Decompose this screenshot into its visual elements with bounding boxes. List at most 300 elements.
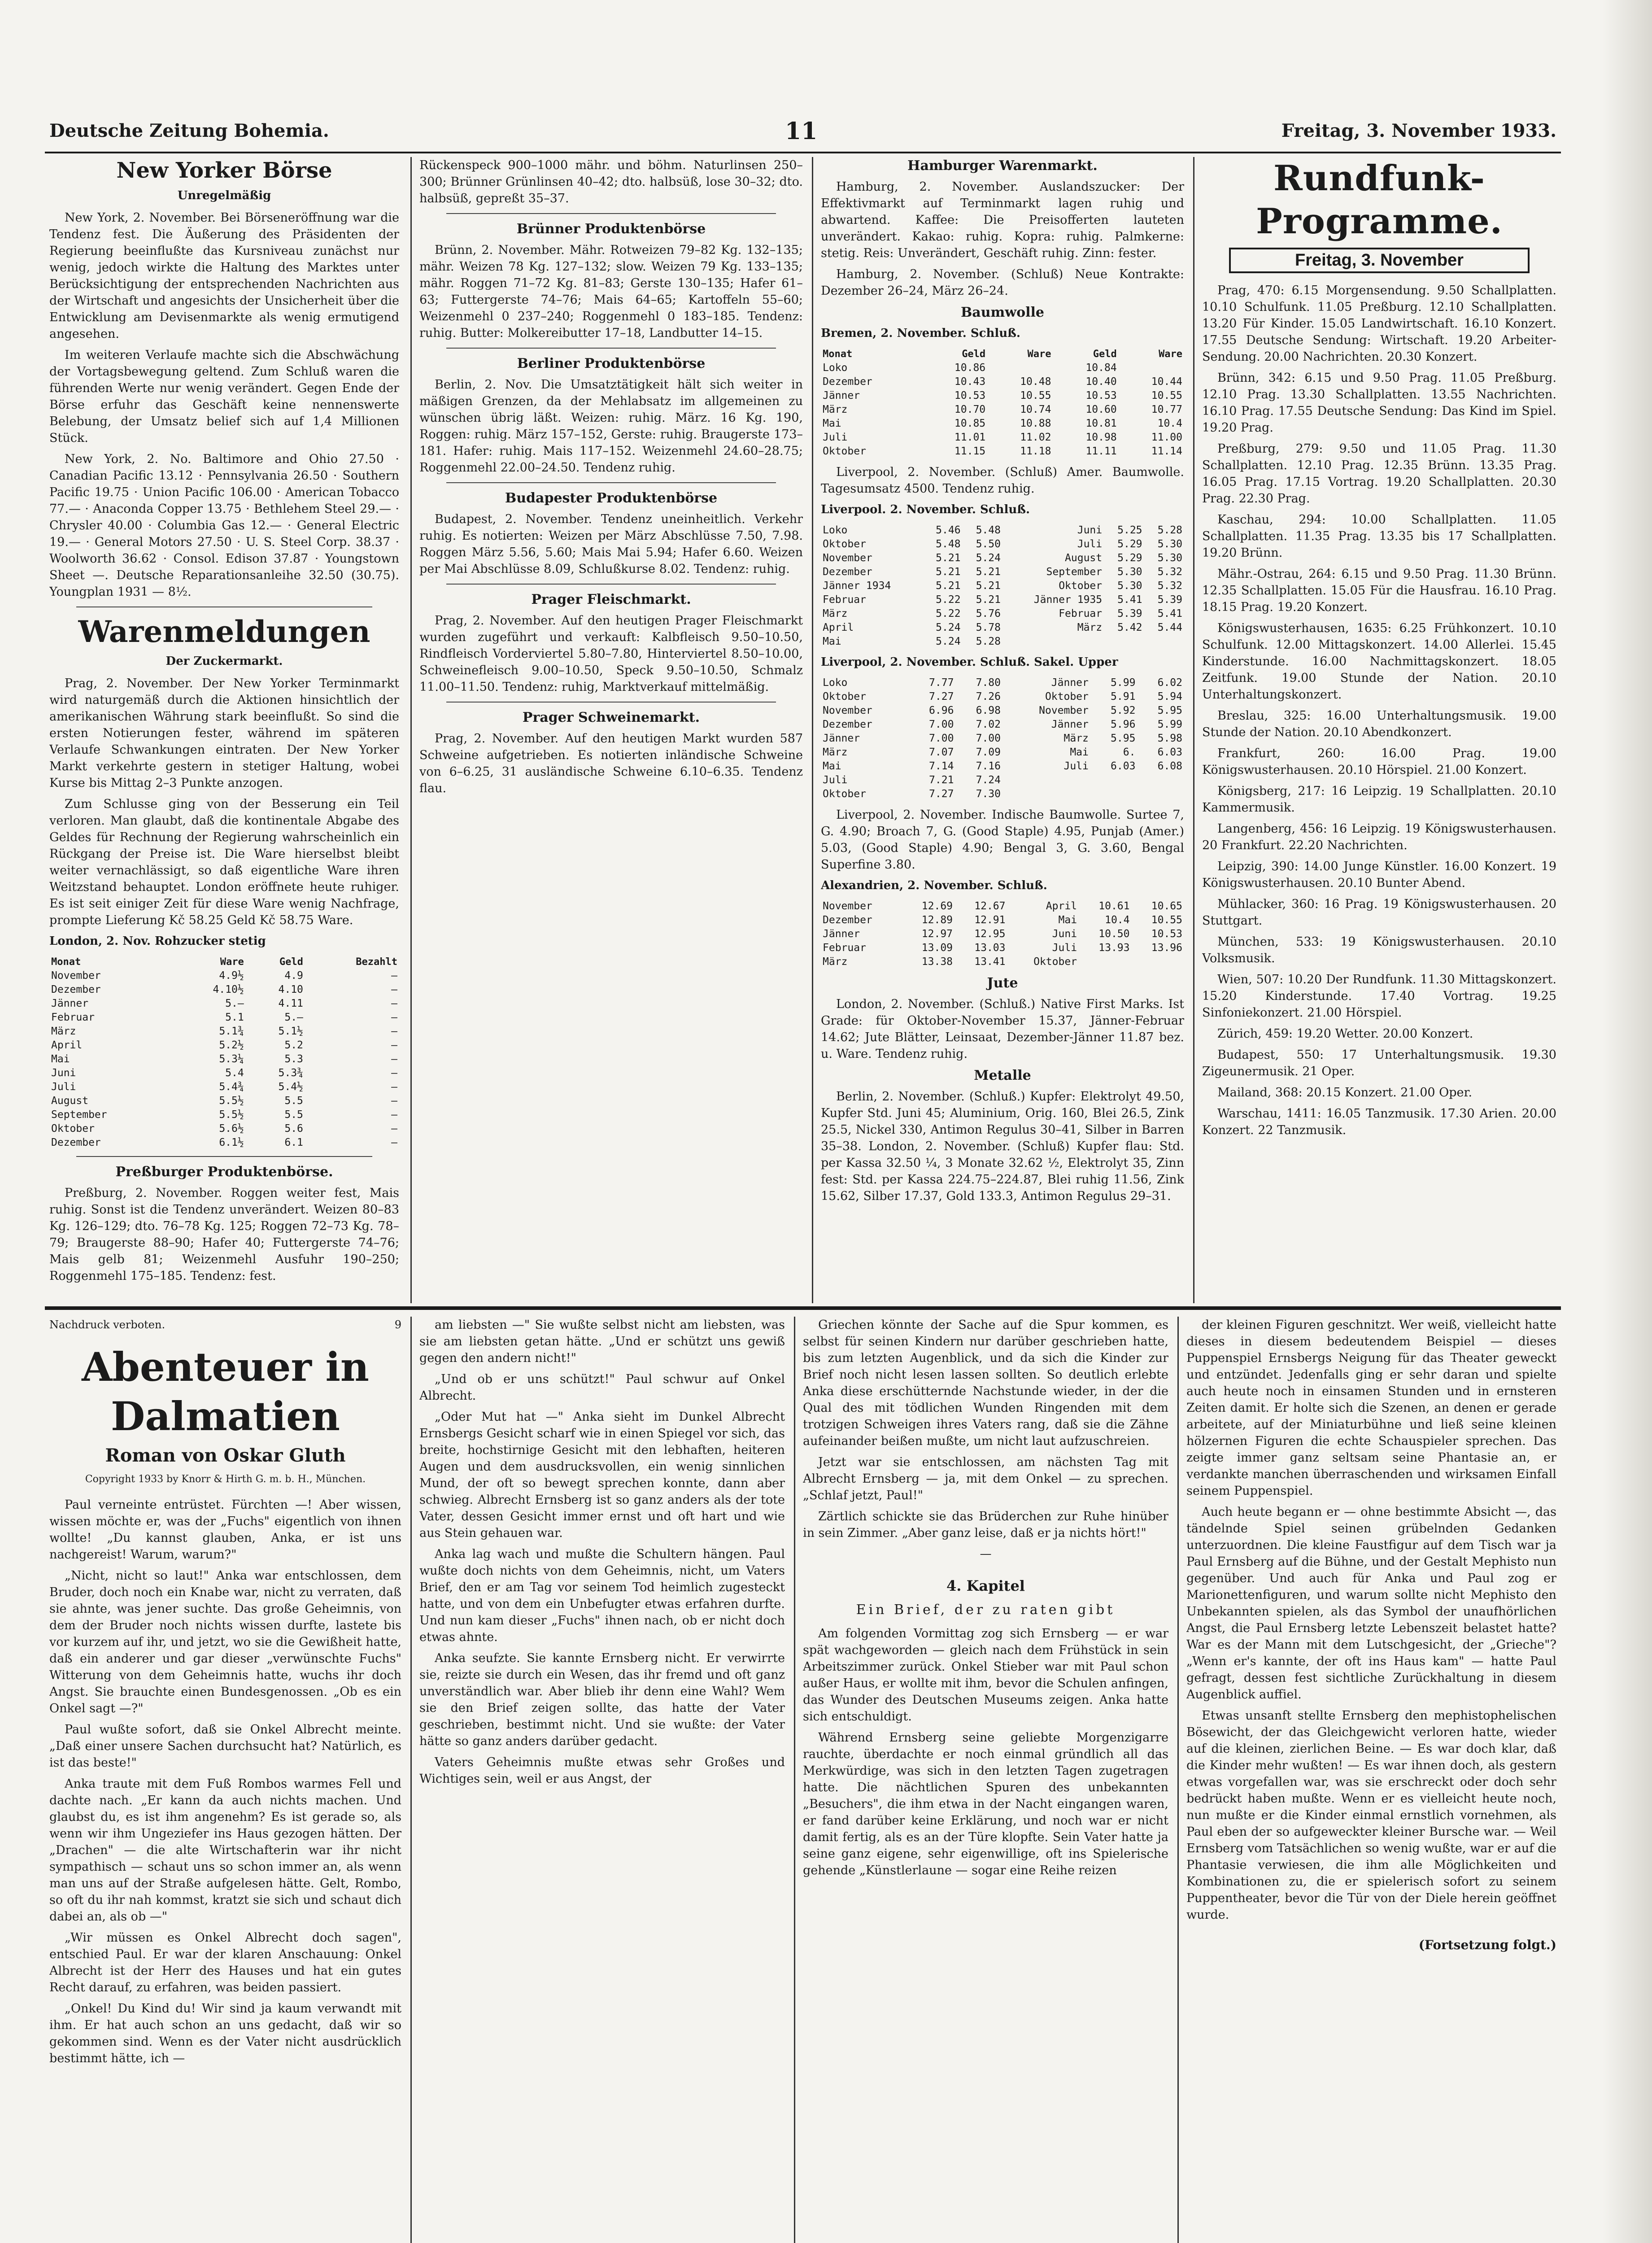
metalle-text: Berlin, 2. November. (Schluß.) Kupfer: Elektrolyt 49.50, Kupfer Std. Juni 45; Aluminium, Orig. 160, Blei 26.5, Zink 25.5, Nickel 330, Antimon Regulus 30–41, Silber in Barren 35–38. London, 2. November. (Schluß) Kupfer flau: Std. per Kassa 32.50 ¼, 3 Monate 32.62 ½, Elektrolyt 35, Zinn fest: Std. per Kassa 224.75–224.87, Blei ruhig 11.56, Zink 15.62, Silber 17.37, Gold 133.3, Antimon Regulus 29–31. bbox=[821, 1090, 1184, 1203]
zucker-paragraph: Zum Schlusse ging von der Besserung ein Teil verloren. Man glaubt, daß die kontinentale Abgabe des Geldes für Rechnung der Regierung wahrscheinlich ein Rückgang der Preise ist. Die Ware hierselbst bleibt weiter vernachlässigt, so daß eigentliche Ware ihren Weitzstand behauptet. London eröffnete heute ruhiger. Es ist seit einiger Zeit für diese Ware wenig Nachfrage, prompte Lieferung Kč 58.25 Geld Kč 58.75 Ware. bbox=[49, 797, 399, 927]
boerse-title: New Yorker Börse bbox=[116, 158, 332, 183]
section-divider bbox=[446, 702, 776, 703]
table-cell: 7.00 bbox=[929, 733, 954, 744]
table-cell: 10.85 bbox=[954, 418, 986, 429]
table-cell: August bbox=[51, 1095, 89, 1107]
table-cell: 10.44 bbox=[1151, 376, 1182, 388]
table-cell: 7.00 bbox=[976, 733, 1001, 744]
table-cell: 7.77 bbox=[929, 677, 954, 689]
table-cell: Loko bbox=[823, 362, 848, 374]
table-cell: März bbox=[823, 608, 848, 620]
liverpool2-row bbox=[821, 704, 1184, 718]
table-cell: 7.14 bbox=[929, 760, 954, 772]
table-cell: 7.00 bbox=[929, 719, 954, 730]
roman-paragraph: am liebsten —" Sie wußte selbst nicht am liebsten, was sie am liebsten getan hätte. „Und er schützt uns gewiß gegen den andern nicht!" bbox=[419, 1318, 785, 1365]
table-cell: 5.29 bbox=[1117, 552, 1142, 564]
table-cell: 5.98 bbox=[1157, 733, 1182, 744]
page-number: 11 bbox=[785, 118, 818, 145]
table-cell bbox=[1104, 635, 1144, 649]
roman-paragraph: „Onkel! Du Kind du! Wir sind ja kaum verwandt mit ihm. Er hat auch schon an uns gedacht, daß wir so gekommen sind. Wenn es der Vater nicht ausdrücklich bestimmt hätte, ich — bbox=[49, 2002, 401, 2065]
london-row bbox=[49, 1080, 399, 1094]
roman-paragraph: „Oder Mut hat —" Anka sieht im Dunkel Albrecht Ernsbergs Gesicht scharf wie in einen Spiegel vor sich, das breite, hochstirnige Gesicht mit den lebhaften, heiteren Augen und dem ausdrucksvollen, ein wenig sinnlichen Mund, der oft so bewegt sprechen konnte, dann aber schwieg. Albrecht Ernsberg ist so ganz anders als der tote Vater, dessen Gesicht immer ernst und oft hart und wie aus Stein gehauen war. bbox=[419, 1410, 785, 1540]
table-cell: 5.22 bbox=[936, 594, 961, 606]
table-cell: März bbox=[823, 404, 848, 415]
column-boerse bbox=[49, 157, 399, 1299]
rundfunk-entry: Königsberg, 217: 16 Leipzig. 19 Schallplatten. 20.10 Kammermusik. bbox=[1202, 784, 1556, 815]
rundfunk-entry: Prag, 470: 6.15 Morgensendung. 9.50 Schallplatten. 10.10 Schulfunk. 11.05 Preßburg. 12.10 Schallplatten. 13.20 Für Kinder. 15.05 Landwirtschaft. 16.10 Konzert. 17.55 Deutsche Sendung: Wirtschaft. 19.20 Arbeiter-Sendung. 20.00 Nachrichten. 20.30 Konzert. bbox=[1202, 284, 1556, 364]
table-cell: Juli bbox=[823, 432, 848, 443]
liverpool-caption: Liverpool. 2. November. Schluß. bbox=[821, 503, 1030, 516]
table-cell: 7.24 bbox=[976, 774, 1001, 786]
table-cell: 13.93 bbox=[1098, 942, 1130, 954]
table-cell: November bbox=[823, 900, 872, 912]
table-cell: 4.9 bbox=[284, 970, 303, 982]
table-cell: Loko bbox=[823, 524, 848, 536]
table-cell: 5.44 bbox=[1157, 622, 1182, 633]
table-cell: 5.1¾ bbox=[219, 1025, 244, 1037]
table-cell bbox=[1003, 787, 1090, 801]
table-cell: 5.25 bbox=[1117, 524, 1142, 536]
rundfunk-entry: Zürich, 459: 19.20 Wetter. 20.00 Konzert. bbox=[1217, 1027, 1473, 1041]
rundfunk-entry: Budapest, 550: 17 Unterhaltungsmusik. 19.30 Zigeunermusik. 21 Oper. bbox=[1202, 1048, 1556, 1078]
feuilleton-rule bbox=[45, 1306, 1561, 1310]
rundfunk-entry: Preßburg, 279: 9.50 und 11.05 Prag. 11.30 Schallplatten. 12.10 Prag. 12.35 Brünn. 13.35 Prag. 16.05 Prag. 17.15 Vortrag. 19.20 Schallplatten. 20.30 Prag. 22.30 Prag. bbox=[1202, 442, 1556, 506]
table-cell: 10.43 bbox=[954, 376, 986, 388]
table-header: Geld bbox=[279, 956, 303, 968]
table-cell: 5.3¾ bbox=[278, 1067, 303, 1079]
table-cell: 5.4¾ bbox=[219, 1081, 244, 1093]
zuckermarkt-subtitle: Der Zuckermarkt. bbox=[166, 655, 283, 668]
bruenn-title: Brünner Produktenbörse bbox=[516, 221, 706, 237]
liverpool-row bbox=[821, 579, 1184, 593]
rundfunk-title: Rundfunk-Programme. bbox=[1256, 158, 1503, 242]
table-cell: 13.03 bbox=[974, 942, 1006, 954]
table-cell: März bbox=[1077, 622, 1103, 633]
alexandrien-caption: Alexandrien, 2. November. Schluß. bbox=[821, 879, 1047, 892]
table-cell: 10.86 bbox=[954, 362, 986, 374]
table-cell: Mai bbox=[823, 418, 841, 429]
rundfunk-date-box: Freitag, 3. November bbox=[1229, 248, 1530, 273]
table-cell: 4.10½ bbox=[213, 984, 244, 995]
roman-paragraph: Anka lag wach und mußte die Schultern hängen. Paul wußte doch nichts von dem Geheimnis, nicht, um Vaters Brief, den er am Tag vor seinem Tod heimlich zugesteckt hatte, und von dem ein Unbefugter etwas erfahren durfte. Und nun kam dieser „Fuchs" ihnen nach, ob er nicht doch etwas ahnte. bbox=[419, 1547, 785, 1644]
table-cell: Juni bbox=[1077, 524, 1103, 536]
liverpool-row bbox=[821, 565, 1184, 579]
table-cell: 4.11 bbox=[278, 998, 303, 1009]
table-cell: 6.03 bbox=[1111, 760, 1136, 772]
table-cell: 6. bbox=[1123, 746, 1136, 758]
bremen-row bbox=[821, 431, 1184, 445]
hamburger-title: Hamburger Warenmarkt. bbox=[907, 158, 1098, 174]
table-cell: 10.74 bbox=[1020, 404, 1051, 415]
table-cell: November bbox=[823, 552, 872, 564]
table-cell: 5.28 bbox=[1157, 524, 1182, 536]
prager-schwein-text: Prag, 2. November. Auf den heutigen Markt wurden 587 Schweine aufgetrieben. Es notierten inländische Schweine von 6–6.25, 31 ausländische Schweine 6.10–6.35. Tendenz flau. bbox=[419, 732, 803, 795]
table-cell: Oktober bbox=[823, 788, 866, 800]
column-rule bbox=[410, 1317, 412, 2243]
section-divider bbox=[446, 348, 776, 349]
table-cell: 10.77 bbox=[1151, 404, 1182, 415]
table-header: Ware bbox=[1159, 349, 1182, 360]
table-cell: Februar bbox=[1059, 608, 1103, 620]
alexandrien-row bbox=[821, 927, 1184, 941]
table-cell: 5.5½ bbox=[219, 1095, 244, 1107]
roman-paragraph: Griechen könnte der Sache auf die Spur kommen, es selbst für seinen Kindern nur darüber geschrieben hatte, bis zum letzten Augenblick, und da sich die Kinder zur Brief noch nicht lesen lassen sollten. So deutlich erlebte Anka diese erschütternde Nachstunde wieder, in der die Qual des mit tödlichen Wunden Ringenden mit dem trotzigen Schweigen ihres Vaters rang, daß sie die Zähne aufeinander beißen mußte, um nicht laut aufzuschreien. bbox=[803, 1318, 1168, 1448]
table-cell: 13.41 bbox=[974, 956, 1006, 968]
table-cell: 10.81 bbox=[1085, 418, 1117, 429]
table-cell bbox=[1137, 787, 1184, 801]
rundfunk-entry: Langenberg, 456: 16 Leipzig. 19 Königswusterhausen. 20 Frankfurt. 22.20 Nachrichten. bbox=[1202, 822, 1556, 852]
rundfunk-entry: Breslau, 325: 16.00 Unterhaltungsmusik. 19.00 Stunde der Nation. 20.10 Abendkonzert. bbox=[1202, 709, 1556, 739]
berliner-title: Berliner Produktenbörse bbox=[517, 356, 706, 371]
table-cell: 10.61 bbox=[1098, 900, 1130, 912]
table-cell: April bbox=[51, 1039, 83, 1051]
table-cell: 10.53 bbox=[1085, 390, 1117, 401]
table-cell: 5.94 bbox=[1157, 691, 1182, 703]
liverpool-row bbox=[821, 621, 1184, 635]
table-cell: 7.26 bbox=[976, 691, 1001, 703]
bremen-row bbox=[821, 375, 1184, 389]
table-cell: — bbox=[391, 1109, 397, 1121]
table-header: Ware bbox=[220, 956, 244, 968]
section-divider bbox=[446, 213, 776, 214]
table-cell: 5.91 bbox=[1111, 691, 1136, 703]
table-cell: Jänner bbox=[823, 928, 860, 940]
rundfunk-entry: Mühlacker, 360: 16 Prag. 19 Königswusterhausen. 20 Stuttgart. bbox=[1202, 897, 1556, 928]
table-cell: März bbox=[1064, 733, 1089, 744]
table-cell: 5.3¼ bbox=[219, 1053, 244, 1065]
table-cell: 10.50 bbox=[1098, 928, 1130, 940]
table-cell: 5.6½ bbox=[219, 1123, 244, 1135]
liverpool-row bbox=[821, 537, 1184, 551]
table-cell: — bbox=[391, 970, 397, 982]
table-cell: Jänner bbox=[1051, 719, 1089, 730]
table-cell: 13.96 bbox=[1151, 942, 1182, 954]
table-cell: 6.08 bbox=[1157, 760, 1182, 772]
scan-edge bbox=[1603, 0, 1652, 2243]
table-cell: November bbox=[51, 970, 101, 982]
table-cell: Jänner 1934 bbox=[823, 580, 891, 592]
column-warenmarkt bbox=[821, 157, 1184, 1299]
table-cell: 6.03 bbox=[1157, 746, 1182, 758]
jute-text: London, 2. November. (Schluß.) Native First Marks. Ist Grade: für Oktober-November 15.37, Jänner-Februar 14.62; Jute Blätter, Leinsaat, Dezember-Jänner 11.87 bez. u. Ware. Tendenz ruhig. bbox=[821, 997, 1184, 1061]
table-cell: Jänner bbox=[823, 733, 860, 744]
table-cell: 5.29 bbox=[1117, 538, 1142, 550]
table-cell: März bbox=[51, 1025, 76, 1037]
table-cell: Dezember bbox=[51, 1137, 101, 1148]
table-cell: 7.21 bbox=[929, 774, 954, 786]
prager-fleisch-title: Prager Fleischmarkt. bbox=[531, 592, 691, 607]
table-cell: 10.65 bbox=[1151, 900, 1182, 912]
alexandrien-row bbox=[821, 899, 1184, 913]
section-divider bbox=[446, 584, 776, 585]
liverpool2-row bbox=[821, 787, 1184, 801]
table-cell: 5.30 bbox=[1117, 580, 1142, 592]
table-cell: 5.96 bbox=[1111, 719, 1136, 730]
table-cell: 11.15 bbox=[954, 445, 986, 457]
table-cell: Oktober bbox=[823, 538, 866, 550]
table-cell: 12.89 bbox=[921, 914, 953, 926]
table-cell: 5.76 bbox=[976, 608, 1001, 620]
roman-title: Abenteuer in Dalmatien bbox=[82, 1344, 369, 1440]
roman-paragraph: Jetzt war sie entschlossen, am nächsten Tag mit Albrecht Ernsberg — ja, mit dem Onkel — zu sprechen. „Schlaf jetzt, Paul!" bbox=[803, 1455, 1168, 1502]
table-cell: Mai bbox=[823, 760, 841, 772]
table-cell: 10.4 bbox=[1105, 914, 1130, 926]
table-cell: März bbox=[823, 746, 848, 758]
table-cell: 11.00 bbox=[1151, 432, 1182, 443]
roman-paragraph: „Wir müssen es Onkel Albrecht doch sagen", entschied Paul. Er war der klaren Anschauung: Onkel Albrecht ist der Herr des Hauses und hat ein gutes Recht darauf, zu erfahren, was beiden passiert. bbox=[49, 1931, 401, 1994]
london-row bbox=[49, 1094, 399, 1108]
column-intro: Rückenspeck 900–1000 mähr. und böhm. Naturlinsen 250–300; Brünner Grünlinsen 40–42; dto. halbsüß, lose 30–32; dto. halbsüß, gepreßt 35–37. bbox=[419, 158, 803, 205]
table-cell bbox=[1090, 773, 1138, 787]
liverpool2-row bbox=[821, 773, 1184, 787]
table-header: Monat bbox=[51, 956, 81, 968]
section-separator: — bbox=[980, 1547, 992, 1561]
rundfunk-entry: München, 533: 19 Königswusterhausen. 20.10 Volksmusik. bbox=[1202, 935, 1556, 965]
table-header: Bezahlt bbox=[356, 956, 397, 968]
table-cell: 11.02 bbox=[1020, 432, 1051, 443]
table-cell: 7.27 bbox=[929, 691, 954, 703]
table-cell: 7.80 bbox=[976, 677, 1001, 689]
table-cell: — bbox=[391, 1123, 397, 1135]
table-cell: Jänner bbox=[823, 390, 860, 401]
liverpool2-caption: Liverpool, 2. November. Schluß. Sakel. Upper bbox=[821, 655, 1118, 669]
table-cell: 5.28 bbox=[976, 636, 1001, 647]
boerse-paragraph: Im weiteren Verlaufe machte sich die Abschwächung der Vortagsbewegung geltend. Zum Schluß waren die führenden Werte nur wenig verändert. Gegen Ende der Börse erfuhr das Geschäft keine nennenswerte Belebung, der Umsatz belief sich auf 1,4 Millionen Stück. bbox=[49, 348, 399, 445]
table-cell: November bbox=[823, 705, 872, 716]
rundfunk-entry: Brünn, 342: 6.15 und 9.50 Prag. 11.05 Preßburg. 12.10 Prag. 13.30 Schallplatten. 13.55 Nachrichten. 16.10 Prag. 17.55 Deutsche Sendung: Das Kind im Spiel. 19.20 Prag. bbox=[1202, 371, 1556, 435]
boerse-paragraph: New York, 2. November. Bei Börseneröffnung war die Tendenz fest. Die Äußerung des Präsidenten der Regierung beeinflußte das Kursniveau zunächst nur wenig, jedoch wirkte die Haltung des Marktes unter Berücksichtigung der entsprechenden Nachrichten aus der Wirtschaft und angesichts der Unsicherheit über die Entwicklung am Devisenmarkte als wenig ermutigend angesehen. bbox=[49, 211, 399, 341]
table-cell: 10.84 bbox=[1085, 362, 1117, 374]
table-cell: 5.24 bbox=[936, 622, 961, 633]
table-cell: 10.4 bbox=[1157, 418, 1182, 429]
column-produktenboersen bbox=[419, 157, 803, 1299]
table-cell: Oktober bbox=[823, 691, 866, 703]
liverpool2-row bbox=[821, 732, 1184, 746]
roman-author: Roman von Oskar Gluth bbox=[105, 1445, 346, 1466]
table-cell: Oktober bbox=[1059, 580, 1103, 592]
london-row bbox=[49, 997, 399, 1011]
table-cell: 13.09 bbox=[921, 942, 953, 954]
roman-paragraph: Auch heute begann er — ohne bestimmte Absicht —, das tändelnde Spiel seinen grübelnden Gedanken unterzuordnen. Die kleine Faustfigur auf dem Tisch war ja Paul Ernsberg auf die Bühne, und der Gestalt Mephisto nun gegenüber. Und auch für Anka und Paul zog er Marionettenfiguren, und warum sollte nicht Mephisto den Unbekannten spielen, als das Symbol der unaufhörlichen Angst, die Paul Ernsberg letzte Lebenszeit belastet hatte? War es der Mann mit dem Lutschgesicht, der „Grieche"? „Wenn er's kannte, der oft ins Haus kam" — hatte Paul gefragt, dessen fest sichtliche Zurückhaltung in diesem Augenblick auffiel. bbox=[1186, 1505, 1556, 1702]
hamburger-text: Hamburg, 2. November. Auslandszucker: Der Effektivmarkt auf Terminmarkt lagen ruhig und abwartend. Kaffee: Die Preisofferten lauteten unverändert. Kakao: ruhig. Kopra: ruhig. Palmkerne: stetig. Reis: Unverändert, Geschäft ruhig. Zinn: fester. bbox=[821, 180, 1184, 260]
table-cell: 5.4½ bbox=[278, 1081, 303, 1093]
table-cell: 5.21 bbox=[976, 580, 1001, 592]
bremen-row bbox=[821, 417, 1184, 431]
table-cell: 4.10 bbox=[278, 984, 303, 995]
table-cell: 12.95 bbox=[974, 928, 1006, 940]
table-cell: 5.95 bbox=[1157, 705, 1182, 716]
roman-column-2 bbox=[419, 1317, 785, 2243]
liverpool-row bbox=[821, 607, 1184, 621]
table-cell: 11.18 bbox=[1020, 445, 1051, 457]
table-cell: August bbox=[1065, 552, 1103, 564]
rundfunk-entry: Frankfurt, 260: 16.00 Prag. 19.00 Königswusterhausen. 20.10 Hörspiel. 21.00 Konzert. bbox=[1202, 746, 1556, 777]
alexandrien-row bbox=[821, 955, 1184, 969]
liverpool-indisch: Liverpool, 2. November. Indische Baumwolle. Surtee 7, G. 4.90; Broach 7, G. (Good Staple) 4.95, Punjab (Amer.) 5.03, (Good Staple) 4.90; Bengal 3, G. 3.60, Bengal Superfine 3.80. bbox=[821, 808, 1184, 872]
rundfunk-entry: Kaschau, 294: 10.00 Schallplatten. 11.05 Schallplatten. 11.35 Prag. 13.35 bis 17 Schallplatten. 19.20 Brünn. bbox=[1202, 513, 1556, 560]
table-cell: April bbox=[823, 622, 854, 633]
london-row bbox=[49, 1066, 399, 1080]
table-cell: 5.95 bbox=[1111, 733, 1136, 744]
table-cell: 5.42 bbox=[1117, 622, 1142, 633]
table-cell: 12.69 bbox=[921, 900, 953, 912]
table-cell: 6.98 bbox=[976, 705, 1001, 716]
installment-number: 9 bbox=[394, 1318, 401, 1331]
liverpool-note: Liverpool, 2. November. (Schluß) Amer. Baumwolle. Tagesumsatz 4500. Tendenz ruhig. bbox=[821, 465, 1184, 496]
table-cell: 10.40 bbox=[1085, 376, 1117, 388]
section-divider bbox=[76, 1156, 372, 1157]
table-cell: 5.30 bbox=[1157, 552, 1182, 564]
table-cell: 7.02 bbox=[976, 719, 1001, 730]
table-header: Monat bbox=[823, 349, 853, 360]
london-row bbox=[49, 969, 399, 983]
table-cell: November bbox=[1039, 705, 1089, 716]
london-caption: London, 2. Nov. Rohzucker stetig bbox=[49, 934, 266, 948]
table-cell bbox=[1119, 361, 1184, 375]
table-cell: April bbox=[1046, 900, 1077, 912]
table-cell: 10.55 bbox=[1151, 390, 1182, 401]
london-sugar-table bbox=[49, 955, 399, 1150]
table-cell: Jänner 1935 bbox=[1033, 594, 1103, 606]
table-cell: Februar bbox=[823, 942, 866, 954]
table-cell: 5.21 bbox=[976, 594, 1001, 606]
roman-paragraph: der kleinen Figuren geschnitzt. Wer weiß, vielleicht hatte dieses in diesem bedeutendem Beispiel — dieses Puppenspiel Ernsbergs Neigung für das Theater geweckt und entzündet. Jedenfalls ging er sehr daran und spielte auch heute noch in einsamen Stunden und in ernsteren Zeiten damit. Er holte sich die Szenen, an denen er gerade arbeitete, auf der Miniaturbühne und ließ seine kleinen hölzernen Figuren die echte Schauspieler sprechen. Das zeigte immer ganz seltsam seine Phantasie an, er verdankte manchen überraschenden und wirksamen Einfall seinem Puppenspiel. bbox=[1186, 1318, 1556, 1498]
bremen-caption: Bremen, 2. November. Schluß. bbox=[821, 327, 1020, 340]
berliner-text: Berlin, 2. Nov. Die Umsatztätigkeit hält sich weiter in mäßigen Grenzen, da der Mehlabsatz im allgemeinen zu wünschen übrig läßt. Weizen: ruhig. März. 16 Kg. 190, Roggen: ruhig. März 157–152, Gerste: ruhig. Braugerste 173–181. Hafer: ruhig. Mais 117–152. Weizenmehl 24.60–28.75; Roggenmehl 22.00–24.50. Tendenz ruhig. bbox=[419, 378, 803, 475]
bremen-table bbox=[821, 347, 1184, 458]
newspaper-name: Deutsche Zeitung Bohemia. bbox=[49, 120, 329, 141]
table-cell: 5.48 bbox=[976, 524, 1001, 536]
london-row bbox=[49, 1039, 399, 1052]
budapest-text: Budapest, 2. November. Tendenz uneinheitlich. Verkehr ruhig. Es notierten: Weizen per März Abschlüsse 7.50, 7.98. Roggen März 5.56, 5.60; Mais Mai 5.94; Hafer 6.60. Weizen per Mai Abschlüsse 8.09, Schlußkurse 8.02. Tendenz: ruhig. bbox=[419, 512, 803, 576]
table-cell: Dezember bbox=[823, 719, 872, 730]
table-cell: Jänner bbox=[51, 998, 89, 1009]
table-cell: Juli bbox=[51, 1081, 76, 1093]
table-cell: 5.99 bbox=[1157, 719, 1182, 730]
baumwolle-title: Baumwolle bbox=[960, 305, 1045, 320]
table-cell: 5.1½ bbox=[278, 1025, 303, 1037]
pressburg-title: Preßburger Produktenbörse. bbox=[115, 1164, 333, 1180]
table-cell: 5.39 bbox=[1117, 608, 1142, 620]
alexandrien-table bbox=[821, 899, 1184, 969]
table-cell: Mai bbox=[823, 636, 841, 647]
reprint-note bbox=[49, 1317, 401, 1333]
table-cell bbox=[1003, 635, 1104, 649]
table-cell bbox=[1132, 955, 1185, 969]
table-cell: 5.21 bbox=[936, 566, 961, 578]
chapter-subtitle: Ein Brief, der zu raten gibt bbox=[856, 1602, 1116, 1618]
liverpool-row bbox=[821, 593, 1184, 607]
roman-paragraph: Paul wußte sofort, daß sie Onkel Albrecht meinte. „Daß einer unsere Sachen durchsucht hat? Natürlich, es ist das beste!" bbox=[49, 1723, 401, 1770]
table-cell: 5.5 bbox=[284, 1095, 303, 1107]
table-cell: 5.32 bbox=[1157, 566, 1182, 578]
table-cell: Juli bbox=[1077, 538, 1103, 550]
liverpool-row bbox=[821, 524, 1184, 537]
rundfunk-entry: Wien, 507: 10.20 Der Rundfunk. 11.30 Mittagskonzert. 15.20 Kinderstunde. 17.40 Vortrag. 19.25 Sinfoniekonzert. 21.00 Hörspiel. bbox=[1202, 973, 1556, 1020]
nachdruck-verboten: Nachdruck verboten. bbox=[49, 1318, 166, 1331]
table-cell: 7.09 bbox=[976, 746, 1001, 758]
table-cell: 7.27 bbox=[929, 788, 954, 800]
liverpool2-table bbox=[821, 676, 1184, 801]
table-cell: 5.2½ bbox=[219, 1039, 244, 1051]
table-cell: — bbox=[391, 1039, 397, 1051]
table-cell: 11.14 bbox=[1151, 445, 1182, 457]
roman-paragraph: Zärtlich schickte sie das Brüderchen zur Ruhe hinüber in sein Zimmer. „Aber ganz leise, daß er ja nichts hört!" bbox=[803, 1510, 1168, 1540]
jute-title: Jute bbox=[987, 975, 1018, 991]
table-cell: 5.46 bbox=[936, 524, 961, 536]
table-cell: Dezember bbox=[51, 984, 101, 995]
page-header bbox=[49, 120, 1556, 147]
table-cell: September bbox=[51, 1109, 107, 1121]
roman-paragraph: Am folgenden Vormittag zog sich Ernsberg — er war spät wachgeworden — gleich nach dem Frühstück in sein Arbeitszimmer zurück. Onkel Stieber war mit Paul schon außer Haus, er wollte mit ihm, bevor die Schulen anfingen, das Wunder des Deutschen Museums zeigen. Anka hatte sich entschuldigt. bbox=[803, 1627, 1168, 1724]
chapter-heading: 4. Kapitel bbox=[946, 1577, 1025, 1594]
table-cell: Februar bbox=[823, 594, 866, 606]
table-cell: 6.96 bbox=[929, 705, 954, 716]
rundfunk-entry: Königswusterhausen, 1635: 6.25 Frühkonzert. 10.10 Schulfunk. 12.00 Mittagskonzert. 14.00 Allerlei. 15.45 Kinderstunde. 16.00 Nachmittagskonzert. 18.05 Zeitfunk. 19.00 Stunde der Nation. 20.10 Unterhaltungskonzert. bbox=[1202, 621, 1556, 702]
bruenn-text: Brünn, 2. November. Mähr. Rotweizen 79–82 Kg. 132–135; mähr. Weizen 78 Kg. 127–132; slow. Weizen 79 Kg. 133–135; mähr. Roggen 71–72 Kg. 81–83; Gerste 130–135; Hafer 61–63; Futtergerste 74–76; Mais 64–65; Kartoffeln 55–60; Weizenmehl 0 237–240; Roggenmehl 0 183–185. Tendenz: ruhig. Butter: Molkereibutter 17–18, Landbutter 14–15. bbox=[419, 243, 803, 340]
fortsetzung-folgt: (Fortsetzung folgt.) bbox=[1418, 1938, 1556, 1952]
table-cell: Dezember bbox=[823, 376, 872, 388]
table-cell: 6.1 bbox=[284, 1137, 303, 1148]
table-cell: Juli bbox=[1052, 942, 1077, 954]
table-cell: 10.55 bbox=[1151, 914, 1182, 926]
bremen-row bbox=[821, 445, 1184, 458]
table-cell: — bbox=[391, 1081, 397, 1093]
roman-paragraph: Etwas unsanft stellte Ernsberg den mephistophelischen Bösewicht, der das Gleichgewicht verloren hatte, wieder auf die kleinen, zierlichen Beine. — Es war doch klar, daß die Kinder mehr wußten! — Es war ihnen doch, als gestern etwas vorgefallen war, was sie erschreckt oder doch sehr bedrückt haben mußte. Wenn er es vielleicht heute noch, nun mußte er die Kinder einmal ernstlich vornehmen, als Paul eben der so aufgeweckter kleiner Bursche war. — Weil Ernsberg vom Tatsächlichen so wenig wußte, war er auf die Phantasie verwiesen, die ihm alle Möglichkeiten und Kombinationen zu, die er spielerisch sofort zu seinem Puppentheater, bevor die Tür von der Diele herein geöffnet wurde. bbox=[1186, 1709, 1556, 1922]
table-cell: Oktober bbox=[1045, 691, 1089, 703]
table-cell: 5.30 bbox=[1117, 566, 1142, 578]
table-cell: 5.30 bbox=[1157, 538, 1182, 550]
table-cell: 5.— bbox=[284, 1012, 303, 1023]
table-cell: 13.38 bbox=[921, 956, 953, 968]
alexandrien-row bbox=[821, 913, 1184, 927]
table-cell: Oktober bbox=[823, 445, 866, 457]
table-cell: 5.21 bbox=[936, 580, 961, 592]
zucker-paragraph: Prag, 2. November. Der New Yorker Terminmarkt wird naturgemäß durch die Aktionen hinsichtlich der amerikanischen Währung stark beeinflußt. So sind die ersten Notierungen fester, während im späteren Verlaufe Schwankungen eintraten. Der New Yorker Markt verkehrte gestern in stetiger Haltung, wobei Kurse bis Mittag 2–3 Punkte anzogen. bbox=[49, 676, 399, 790]
liverpool2-row bbox=[821, 718, 1184, 732]
section-divider bbox=[446, 482, 776, 483]
london-row bbox=[49, 1122, 399, 1136]
table-cell: 7.30 bbox=[976, 788, 1001, 800]
london-row bbox=[49, 1108, 399, 1122]
table-cell: Mai bbox=[1070, 746, 1089, 758]
table-cell: — bbox=[391, 1025, 397, 1037]
table-cell bbox=[1090, 787, 1138, 801]
london-row bbox=[49, 1011, 399, 1025]
table-cell: 6.1½ bbox=[219, 1137, 244, 1148]
boerse-subtitle: Unregelmäßig bbox=[177, 189, 271, 202]
table-cell: 5.— bbox=[225, 998, 244, 1009]
table-cell: — bbox=[391, 998, 397, 1009]
table-cell: 5.48 bbox=[936, 538, 961, 550]
roman-column-4 bbox=[1186, 1317, 1556, 2243]
roman-copyright: Copyright 1933 by Knorr & Hirth G. m. b. H., München. bbox=[85, 1474, 366, 1485]
roman-paragraph: Vaters Geheimnis mußte etwas sehr Großes und Wichtiges sein, weil er aus Angst, der bbox=[419, 1755, 785, 1786]
header-rule bbox=[45, 152, 1561, 153]
table-cell: — bbox=[391, 1067, 397, 1079]
warenmeldungen-title: Warenmeldungen bbox=[78, 614, 371, 649]
column-rule bbox=[794, 1317, 795, 2243]
table-cell: Februar bbox=[51, 1012, 95, 1023]
london-row bbox=[49, 983, 399, 997]
table-cell: 12.67 bbox=[974, 900, 1006, 912]
table-cell: Dezember bbox=[823, 914, 872, 926]
table-cell: Juni bbox=[1052, 928, 1077, 940]
liverpool2-row bbox=[821, 676, 1184, 690]
table-cell: 5.41 bbox=[1117, 594, 1142, 606]
liverpool2-row bbox=[821, 690, 1184, 704]
metalle-title: Metalle bbox=[974, 1068, 1031, 1083]
